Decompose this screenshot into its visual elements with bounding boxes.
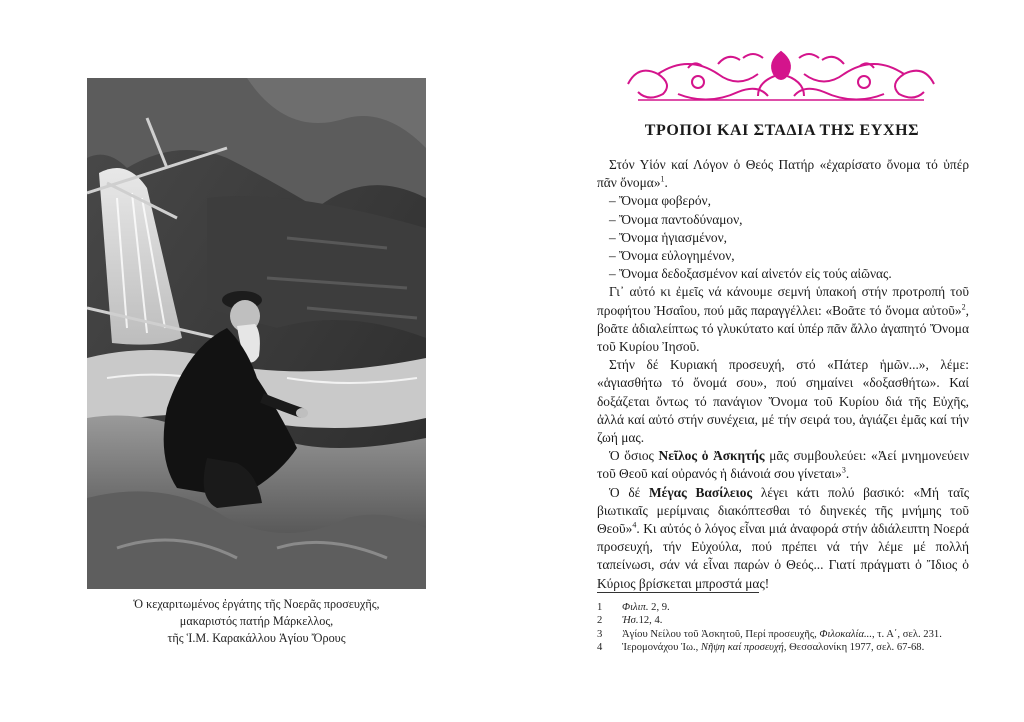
dash: –: [609, 211, 616, 227]
paragraph: [597, 283, 969, 356]
caption-line: Ὁ κεχαριτωμένος ἐργάτης τῆς Νοερᾶς προσευχῆς,: [133, 597, 380, 611]
list-item: [597, 192, 969, 210]
footnote-number: 2: [597, 615, 603, 627]
list-item-text: Ὄνομα δεδοξασμένον καί αἰνετόν εἰς τούς αἰῶνας.: [619, 266, 892, 282]
dash: –: [609, 266, 616, 282]
footnote-ref: 1: [660, 174, 665, 184]
footnote-number: 4: [597, 642, 603, 654]
body-text: [597, 156, 969, 593]
footnote-number: 3: [597, 628, 603, 640]
list-item: [597, 247, 969, 265]
text: Στόν Υἱόν καί Λόγον ὁ Θεός Πατήρ «ἐχαρίσατο ὄνομα τό ὑπέρ πᾶν ὄνομα»: [597, 157, 969, 191]
list-item-text: Ὄνομα εὐλογημένον,: [619, 248, 735, 264]
text: Ἱερομονάχου Ἰω.,: [622, 642, 701, 654]
footnote-text: [622, 601, 969, 614]
footnote: [597, 628, 969, 641]
footnote-divider: [597, 592, 759, 593]
footnotes: [597, 601, 969, 655]
paragraph: [597, 484, 969, 593]
text: 12, 4.: [638, 615, 663, 627]
list-item-text: Ὄνομα ἡγιασμένον,: [619, 229, 728, 245]
text: Φιλοκαλία...: [819, 628, 872, 640]
right-page: [512, 0, 1024, 722]
text: Ἠσ.: [622, 615, 639, 627]
text: Ἁγίου Νείλου τοῦ Ἀσκητοῦ, Περί προσευχῆς,: [622, 628, 820, 640]
list-item-text: Ὄνομα φοβερόν,: [619, 193, 711, 209]
list-item-text: Ὄνομα παντοδύναμον,: [619, 211, 743, 227]
footnote-text: [622, 641, 969, 654]
text: , τ. Α΄, σελ. 231.: [871, 628, 942, 640]
text: . Κι αὐτός ὁ λόγος εἶναι μιά ἀναφορά στήν ἀδιάλειπτη Νοερά προσευχή, τήν Εὐχούλα, πού πρέπει νά τήν λέμε μέ πολλή ταπείνωσι, σάν νά εἶναι παρών ὁ Θεός... Γιατί πράγματι ὁ Ἴδιος ὁ Κύριος βρίσκεται μπροστά μας!: [597, 521, 969, 591]
list-item: [597, 265, 969, 283]
bold-name: Νεῖλος ὁ Ἀσκητής: [658, 448, 765, 464]
monk-photo: [87, 78, 426, 589]
text: λέγει κάτι πολύ βασικό: «Μή ταῖς βιωτικαῖς μερίμναις διακόπτεσθαι τό διηνεκές τῆς μνήμης τοῦ Θεοῦ»: [597, 484, 969, 537]
footnote-ref: 4: [632, 520, 637, 530]
text: Ὁ δέ: [609, 484, 650, 500]
footnote-text: [622, 628, 969, 641]
paragraph: Στήν δέ Κυριακή προσευχή, στό «Πάτερ ἡμῶν...», λέμε: «ἁγιασθήτω τό ὄνομά σου», πού σημαίνει «δοξασθήτω». Καί δοξάζεται ὄντως τό πανάγιον Ὄνομα τοῦ Κυρίου διά τῆς Εὐχῆς, ἀλλά καί αὐτό στήν συνέχεια, μέ τήν σειρά του, ἁγιάζει ἐμᾶς καί τήν ζωή μας.: [597, 357, 969, 446]
text: Ὁ ὅσιος: [609, 448, 659, 464]
list-item: [597, 211, 969, 229]
text: , βοᾶτε ἀδιαλείπτως τό γλυκύτατο καί ὑπέρ πᾶν ἄλλο ἀγαπητό Ὄνομα τοῦ Κυρίου Ἰησοῦ.: [597, 302, 969, 355]
text: Γι᾽ αὐτό κι ἐμεῖς νά κάνουμε σεμνή ὑπακοή στήν προτροπή τοῦ προφήτου Ἠσαΐου, πού μᾶς παραγγέλλει: «Βοᾶτε τό ὄνομα αὐτοῦ»: [597, 284, 969, 318]
text: 2, 9.: [648, 602, 670, 613]
text: μᾶς συμβουλεύει: «Ἀεί μνημονεύειν τοῦ Θεοῦ καί οὐρανός ἡ διάνοιά σου γίνεται»: [597, 448, 969, 482]
paragraph: [597, 156, 969, 192]
list-item: [597, 229, 969, 247]
footnote-ref: 2: [961, 302, 966, 312]
footnote: [597, 601, 969, 614]
dash: –: [609, 193, 616, 209]
footnote-number: 1: [597, 602, 603, 613]
decorative-ornament-icon: [618, 44, 944, 108]
footnote-text: [622, 614, 969, 627]
photo-caption: [87, 596, 426, 647]
bold-name: Μέγας Βασίλειος: [649, 484, 753, 500]
text: , Θεσσαλονίκη 1977, σελ. 67-68.: [783, 642, 925, 654]
text: .: [664, 175, 668, 191]
text: .: [845, 466, 850, 482]
dash: –: [609, 229, 616, 245]
paragraph: [597, 447, 969, 483]
chapter-title: ΤΡΟΠΟΙ ΚΑΙ ΣΤΑΔΙΑ ΤΗΣ ΕΥΧΗΣ: [644, 122, 920, 139]
dash: –: [609, 248, 616, 264]
footnote: [597, 641, 969, 654]
footnote: [597, 614, 969, 627]
footnote-ref: 3: [841, 465, 846, 475]
text: Νῆψη καί προσευχή: [700, 642, 784, 654]
caption-line: μακαριστός πατήρ Μάρκελλος,: [179, 614, 334, 628]
text: Φιλιπ.: [622, 602, 649, 613]
caption-line: τῆς Ἱ.Μ. Καρακάλλου Ἁγίου Ὄρους: [167, 631, 346, 645]
